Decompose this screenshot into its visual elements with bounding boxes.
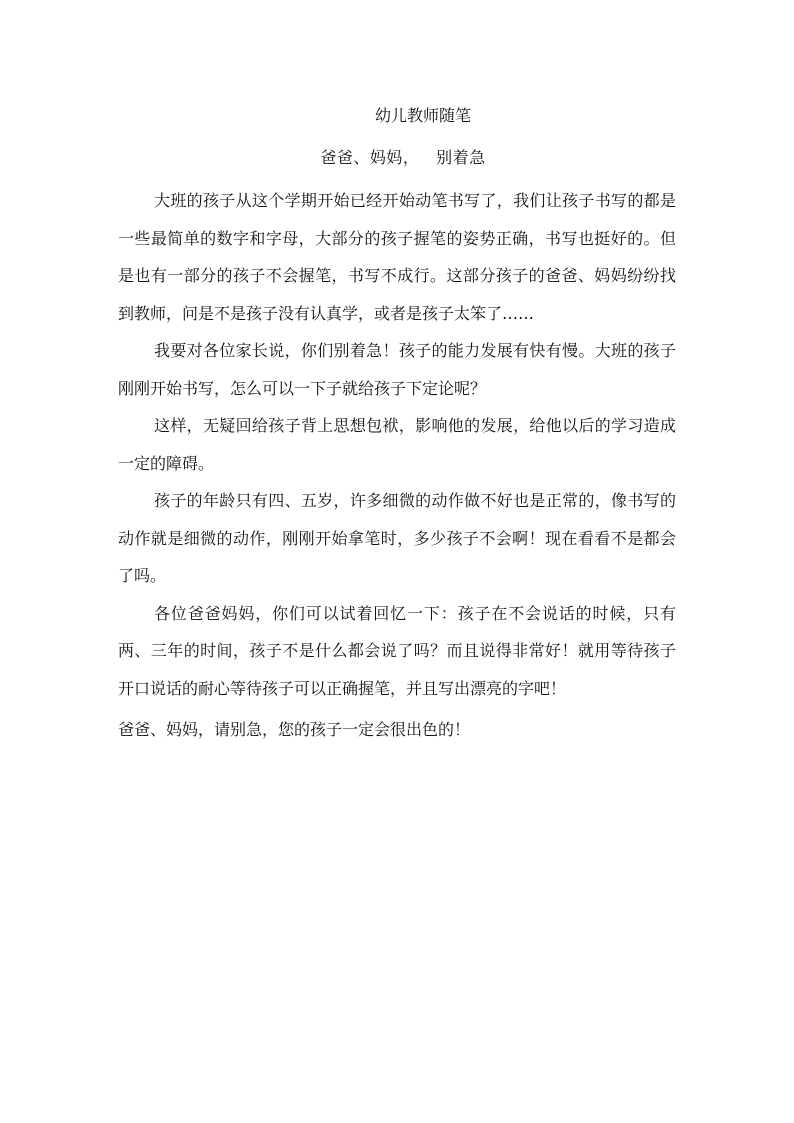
paragraph: 大班的孩子从这个学期开始已经开始动笔书写了，我们让孩子书写的都是一些最简单的数字和字母，大部分的孩子握笔的姿势正确，书写也挺好的。但是也有一部分的孩子不会握笔，书写不成行。这部分孩子的爸爸、妈妈纷纷找到教师，问是不是孩子没有认真学，或者是孩子太笨了……	[118, 191, 676, 323]
paragraph: 这样，无疑回给孩子背上思想包袱，影响他的发展，给他以后的学习造成一定的障碍。	[118, 416, 676, 473]
closing-line: 爸爸、妈妈，请别急，您的孩子一定会很出色的！	[118, 720, 471, 739]
paragraph: 各位爸爸妈妈，你们可以试着回忆一下：孩子在不会说话的时候，只有两、三年的时间，孩子不是什么都会说了吗？而且说得非常好！就用等待孩子开口说话的耐心等待孩子可以正确握笔，并且写出漂亮的字吧！	[118, 603, 676, 698]
document-subtitle: 爸爸、妈妈， 别着急	[320, 148, 486, 167]
paragraph: 我要对各位家长说，你们别着急！孩子的能力发展有快有慢。大班的孩子刚刚开始书写，怎么可以一下子就给孩子下定论呢？	[118, 341, 676, 398]
paragraph: 孩子的年龄只有四、五岁，许多细微的动作做不好也是正常的，像书写的动作就是细微的动作，刚刚开始拿笔时，多少孩子不会啊！现在看看不是都会了吗。	[118, 491, 676, 585]
document-body	[118, 182, 676, 749]
document-title: 幼儿教师随笔	[374, 106, 471, 125]
